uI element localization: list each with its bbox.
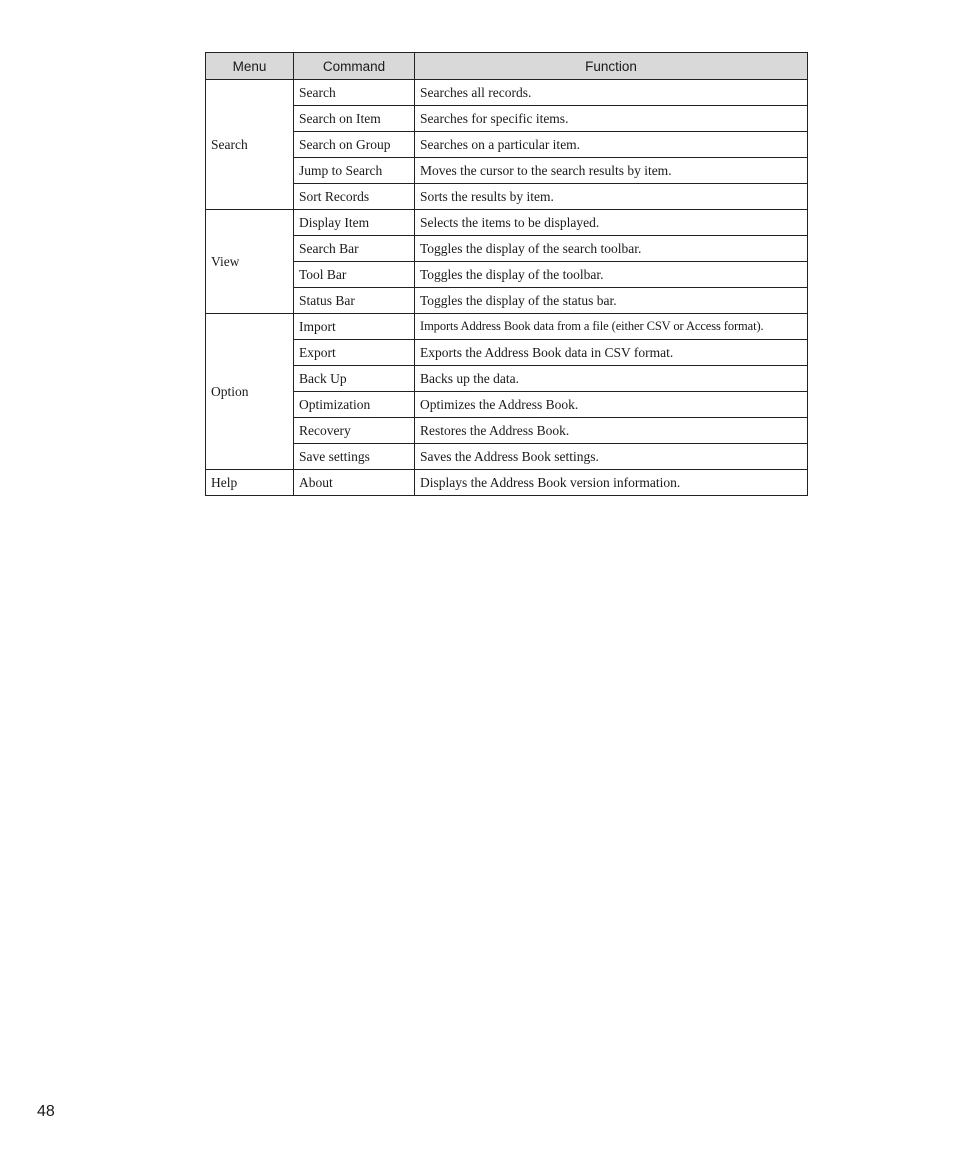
command-cell: Search Bar	[294, 236, 415, 262]
function-cell: Sorts the results by item.	[415, 184, 808, 210]
table-row	[206, 262, 808, 288]
function-cell: Saves the Address Book settings.	[415, 444, 808, 470]
header-command: Command	[294, 53, 415, 80]
table-row	[206, 80, 808, 106]
function-cell: Searches all records.	[415, 80, 808, 106]
command-cell: Export	[294, 340, 415, 366]
function-cell: Backs up the data.	[415, 366, 808, 392]
command-cell: Display Item	[294, 210, 415, 236]
function-cell: Displays the Address Book version information.	[415, 470, 808, 496]
table-row	[206, 210, 808, 236]
header-menu: Menu	[206, 53, 294, 80]
table-row	[206, 288, 808, 314]
table-row	[206, 470, 808, 496]
menu-cell-help: Help	[206, 470, 294, 496]
table-row	[206, 132, 808, 158]
command-cell: Recovery	[294, 418, 415, 444]
table-row	[206, 418, 808, 444]
command-cell: Jump to Search	[294, 158, 415, 184]
command-table	[205, 52, 808, 496]
function-cell: Exports the Address Book data in CSV format.	[415, 340, 808, 366]
function-cell: Toggles the display of the toolbar.	[415, 262, 808, 288]
function-cell: Toggles the display of the search toolbar.	[415, 236, 808, 262]
table-row	[206, 340, 808, 366]
function-cell: Toggles the display of the status bar.	[415, 288, 808, 314]
menu-cell-view: View	[206, 210, 294, 314]
function-cell: Searches for specific items.	[415, 106, 808, 132]
table-row	[206, 184, 808, 210]
command-cell: Optimization	[294, 392, 415, 418]
menu-cell-search: Search	[206, 80, 294, 210]
header-function: Function	[415, 53, 808, 80]
table-row	[206, 236, 808, 262]
command-cell: Save settings	[294, 444, 415, 470]
function-cell: Searches on a particular item.	[415, 132, 808, 158]
table-row	[206, 392, 808, 418]
command-cell: Search on Group	[294, 132, 415, 158]
table-row	[206, 158, 808, 184]
command-cell: About	[294, 470, 415, 496]
command-cell: Search	[294, 80, 415, 106]
function-cell: Optimizes the Address Book.	[415, 392, 808, 418]
function-cell: Restores the Address Book.	[415, 418, 808, 444]
command-cell: Status Bar	[294, 288, 415, 314]
function-cell: Imports Address Book data from a file (either CSV or Access format).	[415, 314, 808, 340]
command-cell: Sort Records	[294, 184, 415, 210]
command-cell: Back Up	[294, 366, 415, 392]
header-row	[206, 53, 808, 80]
table-row	[206, 366, 808, 392]
command-cell: Import	[294, 314, 415, 340]
command-cell: Tool Bar	[294, 262, 415, 288]
table-row	[206, 106, 808, 132]
menu-cell-option: Option	[206, 314, 294, 470]
function-cell: Moves the cursor to the search results by item.	[415, 158, 808, 184]
table-row	[206, 314, 808, 340]
page-number: 48	[37, 1103, 55, 1120]
table-row	[206, 444, 808, 470]
function-cell: Selects the items to be displayed.	[415, 210, 808, 236]
command-cell: Search on Item	[294, 106, 415, 132]
